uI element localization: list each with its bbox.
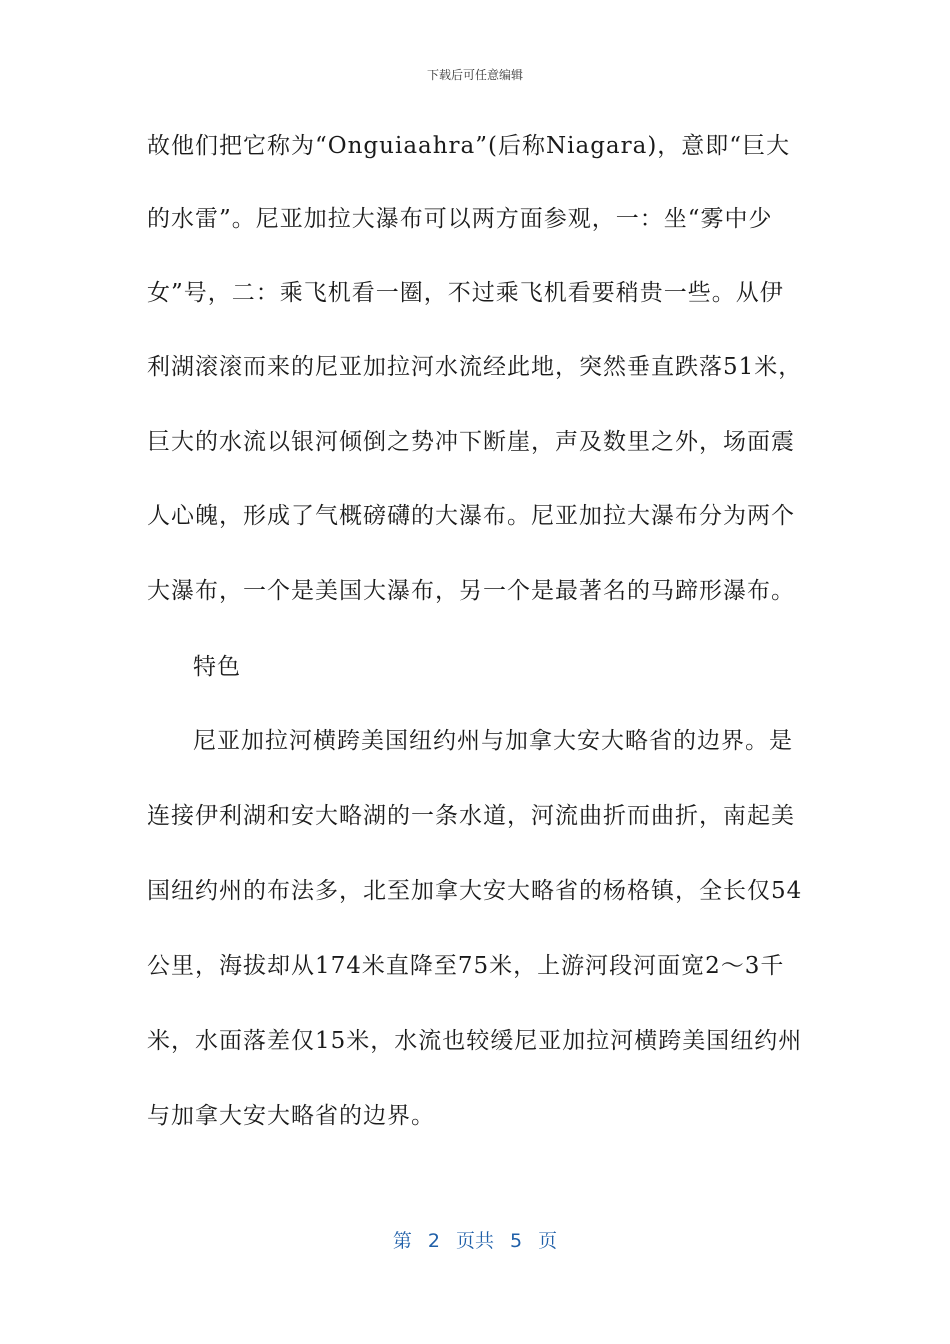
text-line-5: 巨大的水流以银河倾倒之势冲下断崖，声及数里之外，场面震: [147, 429, 795, 455]
text-line-14: 与加拿大安大略省的边界。: [147, 1103, 435, 1129]
text-line-6: 人心魄，形成了气概磅礴的大瀑布。尼亚加拉大瀑布分为两个: [147, 503, 795, 529]
text-line-12: 公里，海拔却从174米直降至75米，上游河段河面宽2～3千: [147, 953, 785, 979]
text-line-10: 连接伊利湖和安大略湖的一条水道，河流曲折而曲折，南起美: [147, 803, 795, 829]
text-line-13: 米，水面落差仅15米，水流也较缓尼亚加拉河横跨美国纽约州: [147, 1028, 803, 1054]
text-line-9: 尼亚加拉河横跨美国纽约州与加拿大安大略省的边界。是: [193, 728, 793, 754]
text-line-2: 的水雷”。尼亚加拉大瀑布可以两方面参观，一：坐“雾中少: [147, 206, 773, 232]
header-note: 下载后可任意编辑: [426, 68, 523, 82]
text-line-1: 故他们把它称为“Onguiaahra”(后称Niagara)，意即“巨大: [147, 133, 791, 159]
section-heading: 特色: [193, 654, 241, 680]
page-number: 第 2 页共 5 页: [392, 1230, 558, 1252]
text-line-3: 女”号，二：乘飞机看一圈，不过乘飞机看要稍贵一些。从伊: [147, 280, 784, 306]
text-line-11: 国纽约州的布法多，北至加拿大安大略省的杨格镇，全长仅54: [147, 878, 803, 904]
text-line-4: 利湖滚滚而来的尼亚加拉河水流经此地，突然垂直跌落51米，: [147, 354, 803, 380]
text-line-7: 大瀑布，一个是美国大瀑布，另一个是最著名的马蹄形瀑布。: [147, 578, 795, 604]
